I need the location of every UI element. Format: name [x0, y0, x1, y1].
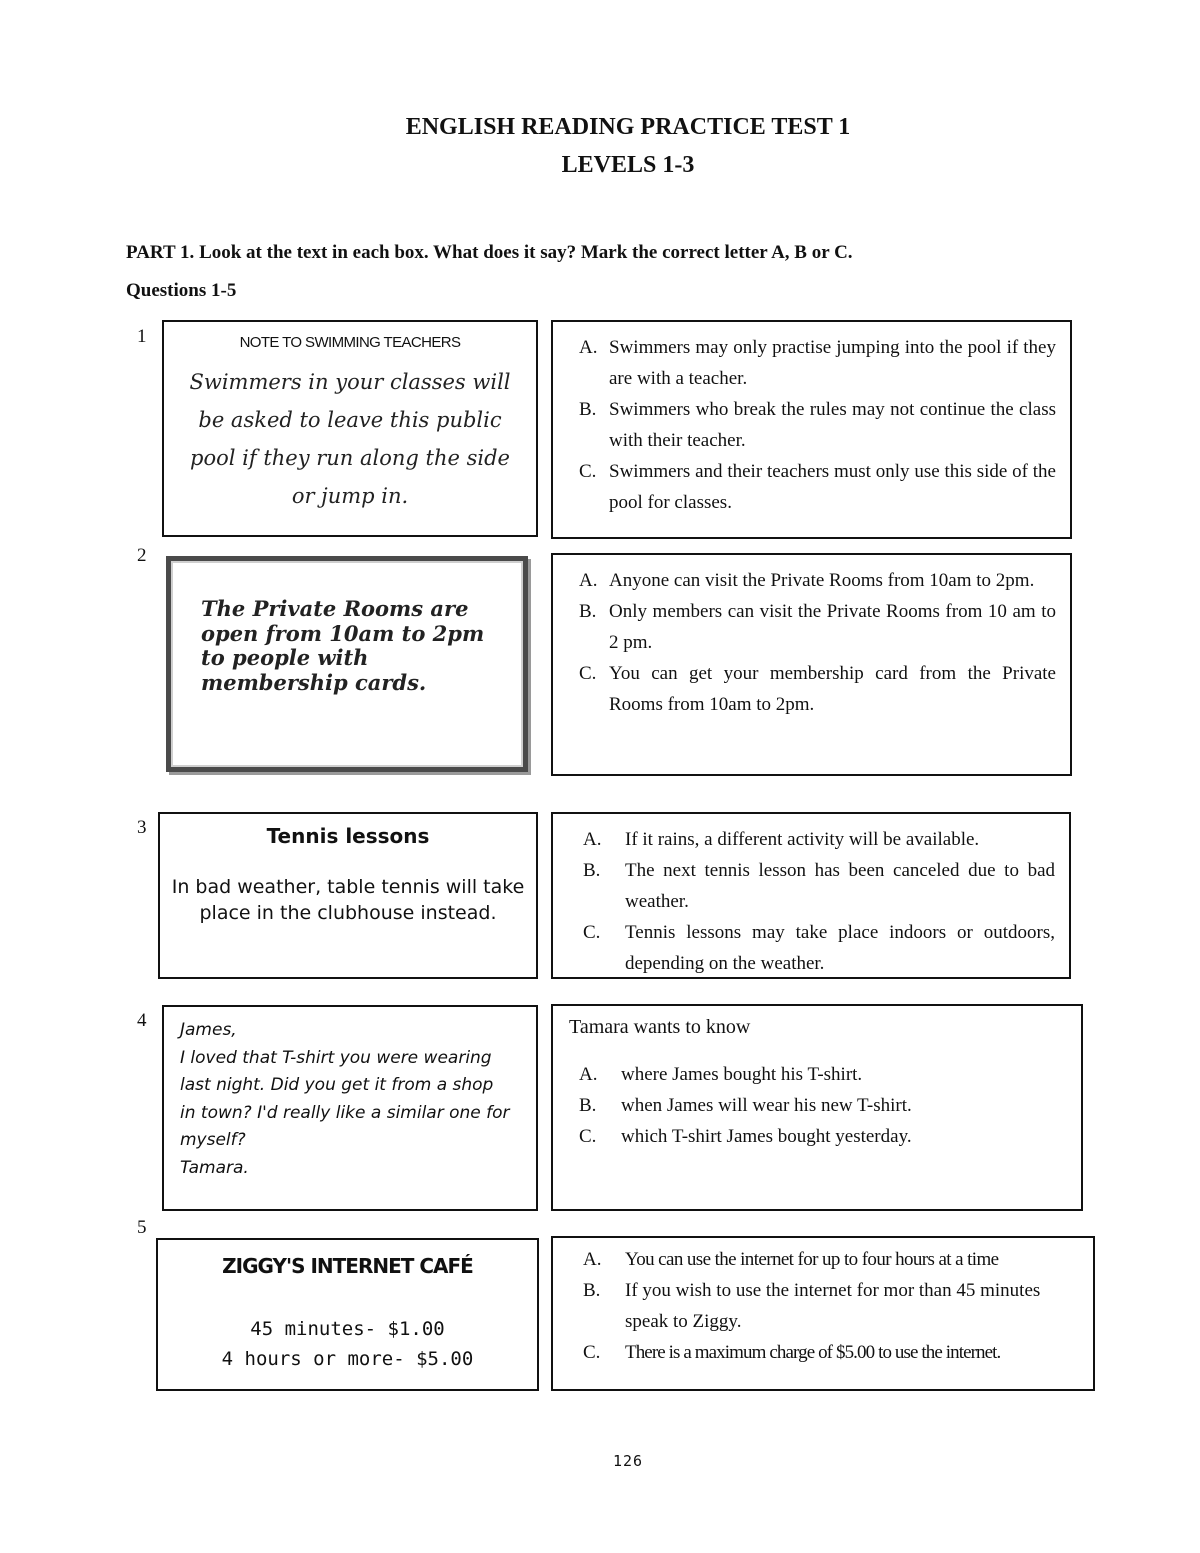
- options-box: [551, 553, 1072, 776]
- option-c[interactable]: C. Tennis lessons may take place indoors or outdoors, depending on the weather.: [583, 922, 1055, 974]
- option-b[interactable]: B. The next tennis lesson has been canceled due to bad weather.: [583, 860, 1055, 912]
- page-title: ENGLISH READING PRACTICE TEST 1: [405, 114, 851, 140]
- sign-title: NOTE TO SWIMMING TEACHERS: [239, 334, 461, 351]
- option-c[interactable]: C. which T-shirt James bought yesterday.: [579, 1126, 912, 1147]
- option-b[interactable]: B. Swimmers who break the rules may not continue the class with their teacher.: [579, 399, 1056, 451]
- options-box: [551, 1004, 1083, 1211]
- option-b[interactable]: B. Only members can visit the Private Rooms from 10 am to 2 pm.: [579, 601, 1056, 653]
- note-box: [162, 1005, 538, 1211]
- option-a[interactable]: A. Anyone can visit the Private Rooms from 10am to 2pm.: [579, 570, 1035, 591]
- part-instruction: [126, 242, 853, 264]
- option-c[interactable]: C. Swimmers and their teachers must only use this side of the pool for classes.: [579, 461, 1056, 513]
- option-b[interactable]: B. when James will wear his new T-shirt.: [579, 1095, 912, 1116]
- question-number: 4: [137, 1010, 147, 1031]
- sign-box: [166, 556, 528, 772]
- question-number: 3: [137, 817, 147, 838]
- option-a[interactable]: A. where James bought his T-shirt.: [579, 1064, 863, 1085]
- option-b[interactable]: B. If you wish to use the internet for mor than 45 minutes speak to Ziggy.: [583, 1280, 1041, 1332]
- question-number: 2: [137, 545, 147, 566]
- sign-text: In bad weather, table tennis will take place in the clubhouse instead.: [171, 876, 525, 924]
- option-a[interactable]: A. Swimmers may only practise jumping into the pool if they are with a teacher.: [579, 337, 1056, 389]
- options-list: [553, 1039, 1081, 1152]
- price-line: 4 hours or more- $5.00: [221, 1348, 474, 1370]
- page-subtitle: LEVELS 1-3: [561, 152, 695, 178]
- sign-box: [156, 1238, 539, 1391]
- sign-box: [158, 812, 538, 979]
- question-lead: Tamara wants to know: [569, 1016, 751, 1038]
- sign-title: Tennis lessons: [266, 824, 430, 848]
- page-number: 126: [612, 1452, 644, 1470]
- options-box: [551, 812, 1071, 979]
- option-a[interactable]: A. You can use the internet for up to four hours at a time: [583, 1249, 999, 1270]
- price-line: 45 minutes- $1.00: [250, 1318, 445, 1340]
- options-box: [551, 320, 1072, 539]
- sign-text: Swimmers in your classes will be asked to leave this public pool if they run along the side or jump in.: [189, 370, 511, 508]
- sign-title: ZIGGY'S INTERNET CAFÉ: [222, 1254, 473, 1278]
- question-number: 1: [137, 326, 147, 347]
- note-text: James, I loved that T-shirt you were wearing last night. Did you get it from a shop in town? I'd really like a similar one for myself? Tamara.: [180, 1020, 510, 1178]
- questions-range: Questions 1-5: [126, 280, 237, 301]
- options-box: [551, 1236, 1095, 1391]
- option-c[interactable]: C. There is a maximum charge of $5.00 to use the internet.: [583, 1342, 1001, 1363]
- price-list: [158, 1314, 537, 1374]
- part-label: PART 1.: [126, 242, 195, 263]
- sign-text: The Private Rooms are open from 10am to 2pm to people with membership cards.: [201, 596, 485, 695]
- sign-box: [162, 320, 538, 537]
- option-c[interactable]: C. You can get your membership card from the Private Rooms from 10am to 2pm.: [579, 663, 1056, 715]
- option-a[interactable]: A. If it rains, a different activity will be available.: [583, 829, 980, 850]
- question-number: 5: [137, 1217, 147, 1238]
- part-instruction-text: Look at the text in each box. What does it say? Mark the correct letter A, B or C.: [199, 242, 853, 263]
